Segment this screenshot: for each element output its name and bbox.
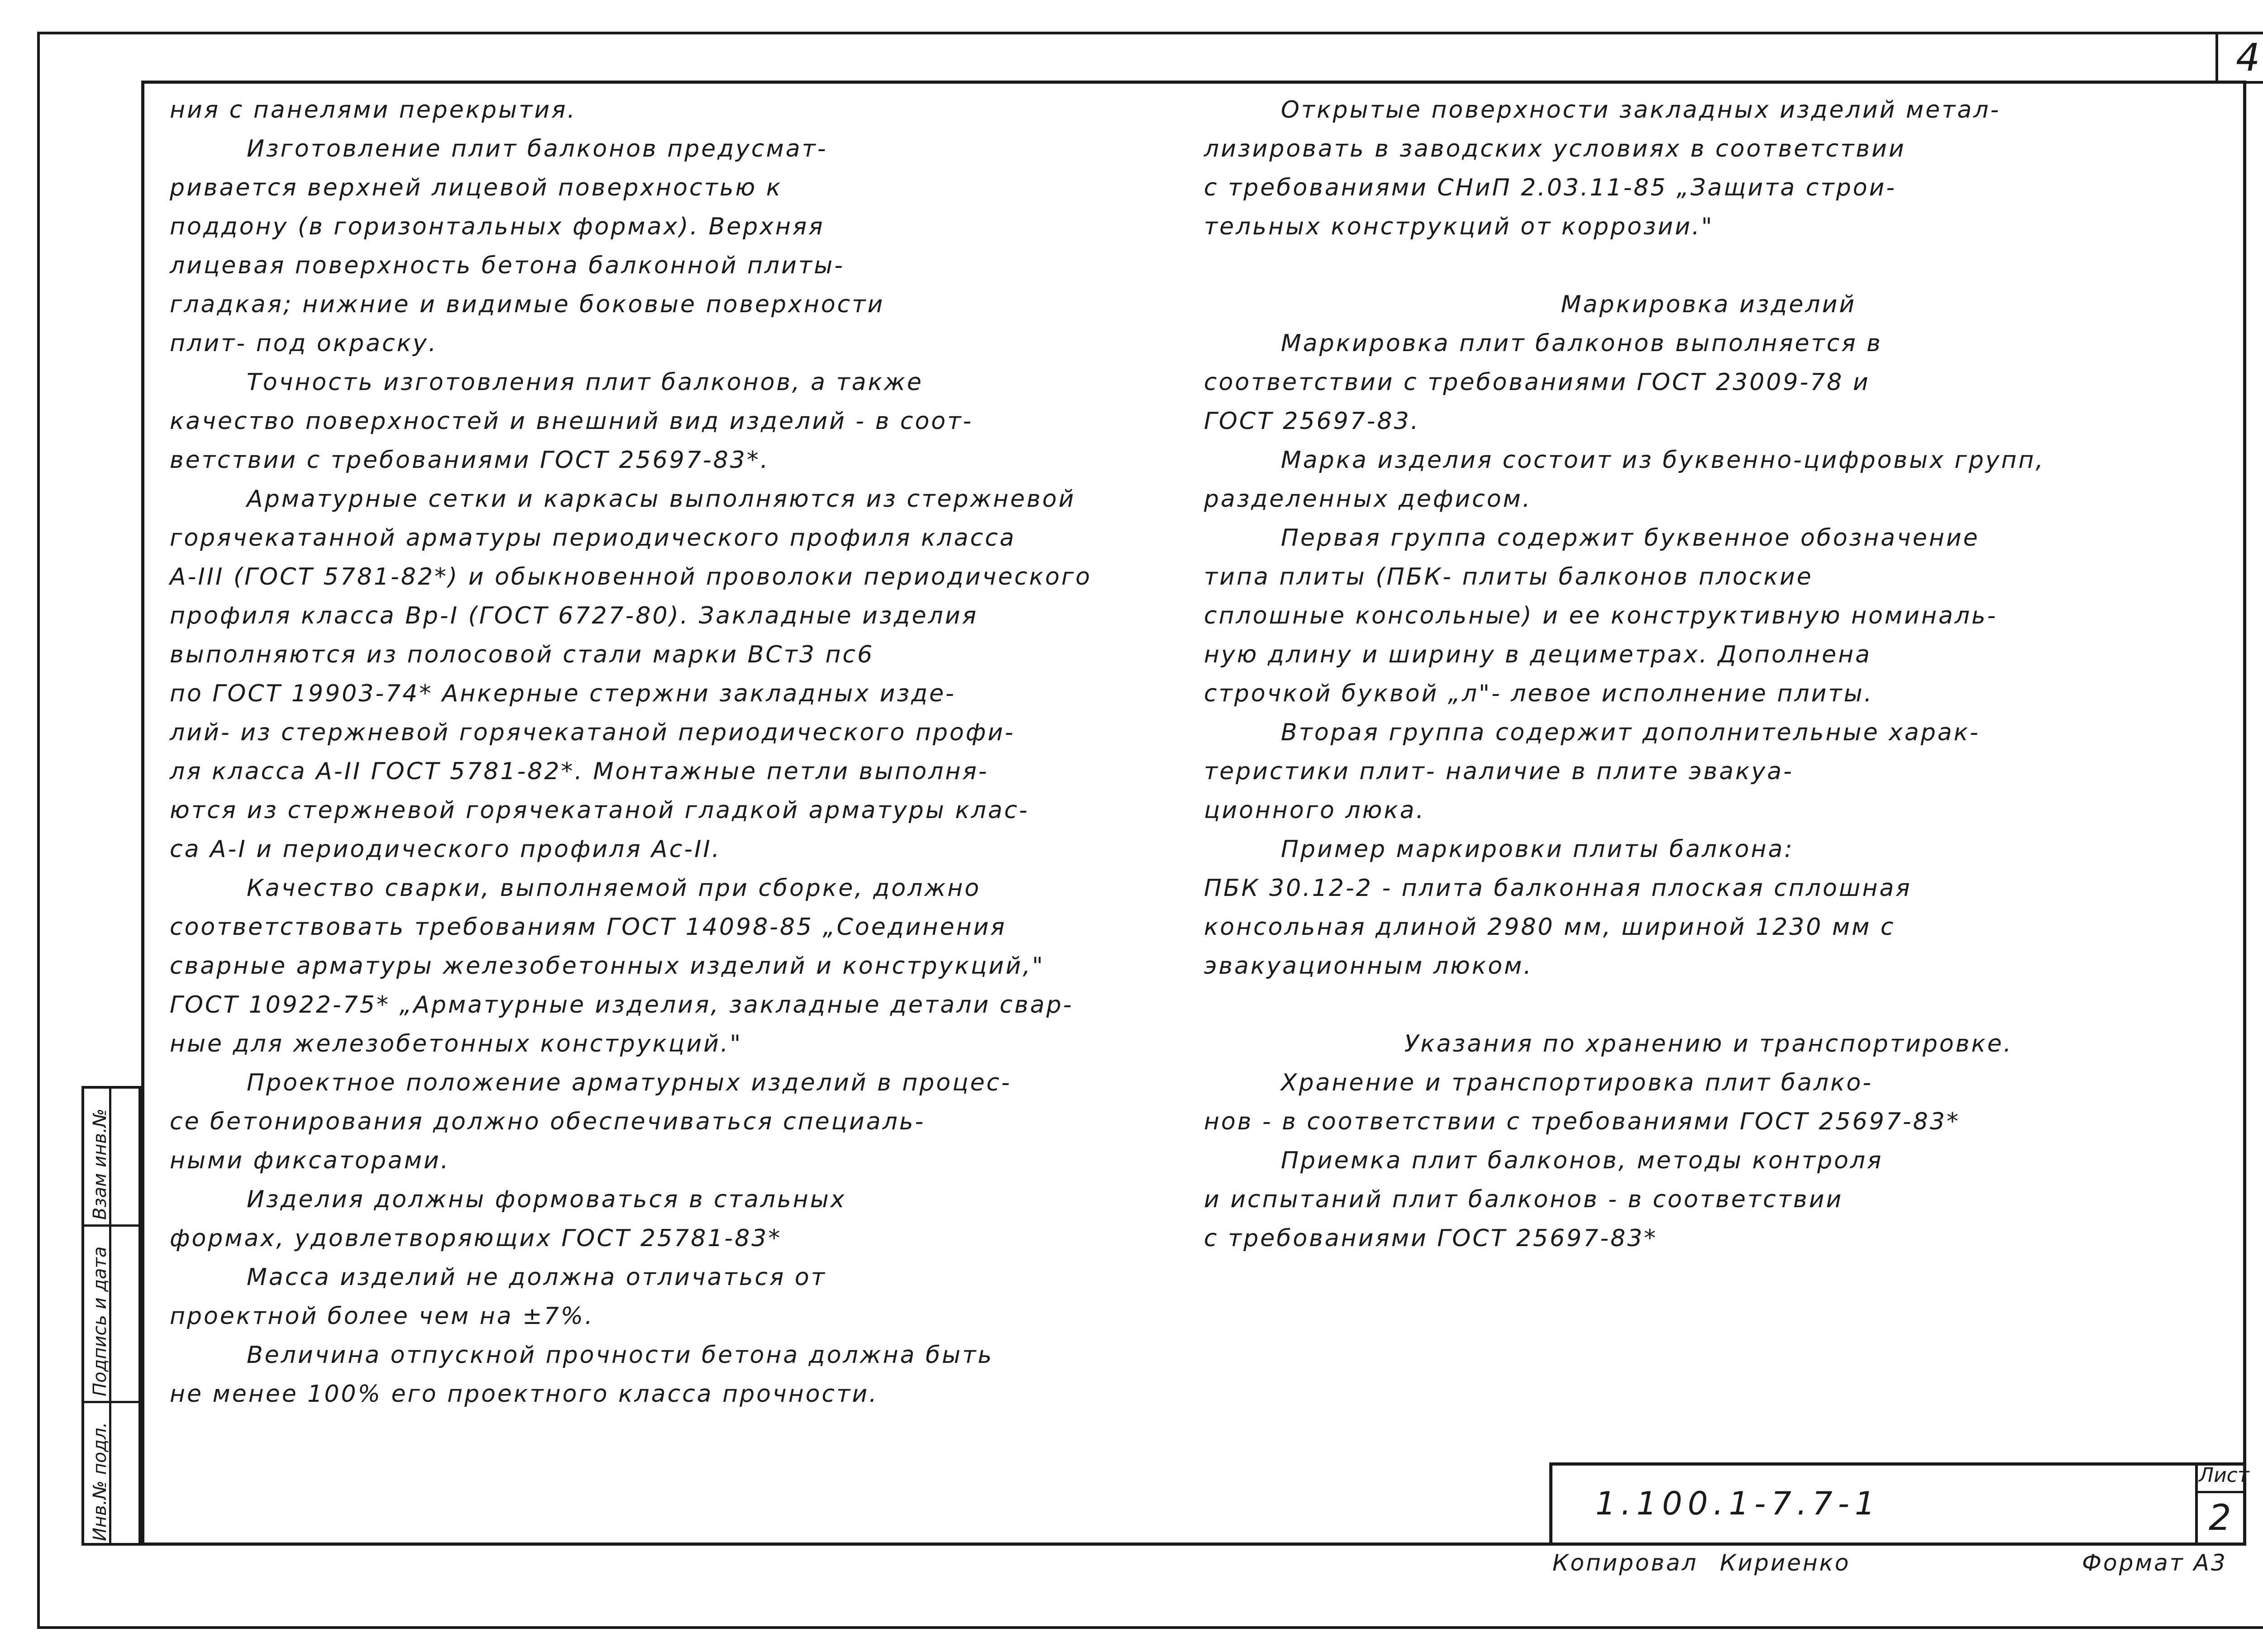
text-line: ветствии с требованиями ГОСТ 25697-83*. — [170, 447, 770, 474]
text-line: разделенных дефисом. — [1204, 486, 1532, 513]
text-line: ГОСТ 25697-83. — [1204, 408, 1420, 435]
text-line: профиля класса Вр-I (ГОСТ 6727-80). Закладные изделия — [170, 602, 978, 629]
paper-format: Формат А3 — [2082, 1550, 2227, 1576]
text-line: плит- под окраску. — [170, 330, 438, 357]
side-stamp-row-line — [84, 1224, 138, 1227]
text-line: ривается верхней лицевой поверхностью к — [170, 174, 783, 201]
text-line: соответствовать требованиям ГОСТ 14098-85 „Соединения — [170, 914, 1007, 941]
copied-label: Копировал — [1552, 1550, 1698, 1576]
text-line: са А-I и периодического профиля Ас-II. — [170, 836, 721, 863]
text-line: ния с панелями перекрытия. — [170, 96, 577, 124]
document-code: 1.100.1-7.7-1 — [1595, 1485, 1881, 1522]
text-line: Изделия должны формоваться в стальных — [247, 1186, 846, 1213]
text-line: проектной более чем на ±7%. — [170, 1303, 594, 1330]
text-line: Масса изделий не должна отличаться от — [247, 1264, 826, 1291]
text-line: Вторая группа содержит дополнительные харак- — [1281, 719, 1980, 746]
text-line: Указания по хранению и транспортировке. — [1404, 1030, 2013, 1057]
text-line: Величина отпускной прочности бетона должна быть — [247, 1342, 994, 1369]
side-stamp-row-line — [84, 1401, 138, 1403]
text-line: гладкая; нижние и видимые боковые поверхности — [170, 291, 885, 318]
sheet-label: Лист — [2199, 1464, 2249, 1487]
text-line: нов - в соответствии с требованиями ГОСТ 25697-83* — [1204, 1108, 1960, 1135]
text-line: и испытаний плит балконов - в соответствии — [1204, 1186, 1843, 1213]
side-stamp — [81, 1086, 141, 1546]
text-line: не менее 100% его проектного класса прочности. — [170, 1381, 878, 1408]
text-line: ционного люка. — [1204, 797, 1426, 824]
text-line: лий- из стержневой горячекатаной периодического профи- — [170, 719, 1015, 746]
text-line: лизировать в заводских условиях в соответствии — [1204, 135, 1906, 162]
text-line: теристики плит- наличие в плите эвакуа- — [1204, 758, 1794, 785]
text-line: ную длину и ширину в дециметрах. Дополнена — [1204, 641, 1872, 668]
text-line: формах, удовлетворяющих ГОСТ 25781-83* — [170, 1225, 782, 1252]
text-line: Маркировка плит балконов выполняется в — [1281, 330, 1882, 357]
side-stamp-inv-original: Инв.№ подл. — [90, 1422, 110, 1541]
text-line: Точность изготовления плит балконов, а также — [247, 369, 923, 396]
text-line: горячекатанной арматуры периодического профиля класса — [170, 524, 1016, 552]
text-line: по ГОСТ 19903-74* Анкерные стержни закладных изде- — [170, 680, 956, 707]
text-line: Маркировка изделий — [1561, 291, 1857, 318]
text-line: Проектное положение арматурных изделий в процес- — [247, 1069, 1012, 1096]
text-line: Изготовление плит балконов предусмат- — [247, 135, 828, 162]
text-line — [1204, 985, 2213, 1024]
text-line: сплошные консольные) и ее конструктивную номиналь- — [1204, 602, 1998, 629]
page-number: 4 — [2236, 35, 2260, 80]
text-line: Арматурные сетки и каркасы выполняются из стержневой — [247, 486, 1076, 513]
text-line: с требованиями ГОСТ 25697-83* — [1204, 1225, 1658, 1252]
text-line: Пример маркировки плиты балкона: — [1281, 836, 1794, 863]
text-line: ГОСТ 10922-75* „Арматурные изделия, закладные детали свар- — [170, 991, 1074, 1019]
text-line: Качество сварки, выполняемой при сборке, должно — [247, 875, 981, 902]
text-line: качество поверхностей и внешний вид изделий - в соот- — [170, 408, 974, 435]
text-line: ля класса А-II ГОСТ 5781-82*. Монтажные петли выполня- — [170, 758, 989, 785]
text-line: сварные арматуры железобетонных изделий и конструкций," — [170, 952, 1045, 980]
text-line: соответствии с требованиями ГОСТ 23009-78 и — [1204, 369, 1870, 396]
text-line: лицевая поверхность бетона балконной плиты- — [170, 252, 845, 279]
text-line: Марка изделия состоит из буквенно-цифровых групп, — [1281, 447, 2045, 474]
text-line: типа плиты (ПБК- плиты балконов плоские — [1204, 563, 1813, 590]
text-line: Приемка плит балконов, методы контроля — [1281, 1147, 1883, 1174]
text-line: ются из стержневой горячекатаной гладкой арматуры клас- — [170, 797, 1030, 824]
text-line: Первая группа содержит буквенное обозначение — [1281, 524, 1980, 552]
text-line: с требованиями СНиП 2.03.11-85 „Защита строи- — [1204, 174, 1897, 201]
sheet-cell-divider — [2195, 1491, 2246, 1493]
text-line: тельных конструкций от коррозии." — [1204, 213, 1714, 240]
text-line: ные для железобетонных конструкций." — [170, 1030, 743, 1057]
side-stamp-signature-date: Подпись и дата — [90, 1246, 110, 1396]
text-line: Открытые поверхности закладных изделий метал- — [1281, 96, 2001, 124]
text-line — [1204, 246, 2213, 285]
copied-name: Кириенко — [1720, 1550, 1851, 1576]
text-line: выполняются из полосовой стали марки ВСт3 пс6 — [170, 641, 874, 668]
text-line: А-III (ГОСТ 5781-82*) и обыкновенной проволоки периодического — [170, 563, 1092, 590]
text-line: поддону (в горизонтальных формах). Верхняя — [170, 213, 825, 240]
text-line: эвакуационным люком. — [1204, 952, 1533, 980]
text-line: ПБК 30.12-2 - плита балконная плоская сплошная — [1204, 875, 1912, 902]
left-text-column — [170, 90, 1156, 1414]
text-line: строчкой буквой „л"- левое исполнение плиты. — [1204, 680, 1874, 707]
sheet-number: 2 — [2209, 1498, 2231, 1538]
text-line: се бетонирования должно обеспечиваться специаль- — [170, 1108, 926, 1135]
text-line: ными фиксаторами. — [170, 1147, 450, 1174]
text-line: консольная длиной 2980 мм, шириной 1230 мм с — [1204, 914, 1895, 941]
right-text-column — [1204, 90, 2213, 1258]
side-stamp-replace-inv: Взам инв.№ — [90, 1108, 110, 1220]
text-line: Хранение и транспортировка плит балко- — [1281, 1069, 1873, 1096]
